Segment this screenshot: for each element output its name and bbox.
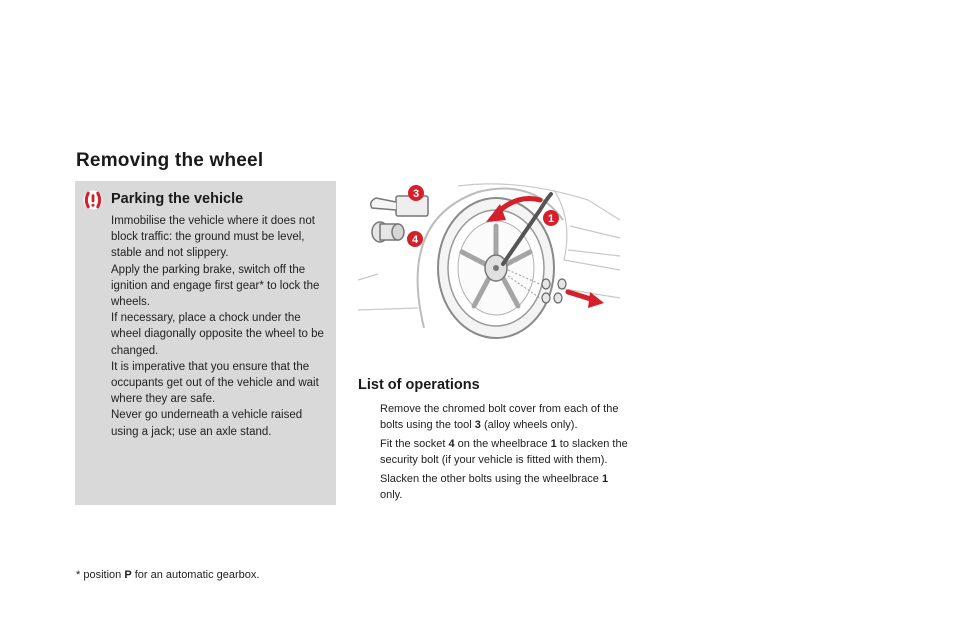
warning-exclamation-icon bbox=[83, 190, 103, 210]
warning-box bbox=[75, 181, 336, 505]
callout-4 bbox=[407, 231, 423, 247]
list-item: Remove the chromed bolt cover from each of the bolts using the tool 3 (alloy wheels only). bbox=[380, 403, 619, 432]
callout-4-label: 4 bbox=[411, 234, 419, 246]
operations-list bbox=[358, 401, 628, 505]
wheel-removal-illustration bbox=[358, 180, 622, 340]
warning-body bbox=[111, 213, 329, 440]
warning-paragraph: It is imperative that you ensure that the occupants get out of the vehicle and wait where they are safe. bbox=[111, 360, 319, 406]
page-title: Removing the wheel bbox=[76, 150, 264, 171]
list-item: Slacken the other bolts using the wheelbrace 1 only. bbox=[380, 472, 609, 502]
warning-paragraph: Immobilise the vehicle where it does not block traffic: the ground must be level, stable and not slippery. bbox=[111, 215, 315, 260]
list-item: Fit the socket 4 on the wheelbrace 1 to slacken the security bolt (if your vehicle is fitted with them). bbox=[380, 437, 628, 467]
operations-heading: List of operations bbox=[358, 377, 480, 393]
footnote: * position P for an automatic gearbox. bbox=[76, 569, 260, 581]
callout-3 bbox=[408, 185, 424, 201]
socket-tool bbox=[372, 222, 404, 242]
callout-3-label: 3 bbox=[412, 188, 420, 200]
warning-paragraph: Never go underneath a vehicle raised using a jack; use an axle stand. bbox=[111, 409, 303, 438]
warning-paragraph: Apply the parking brake, switch off the ignition and engage first gear* to lock the wheels. bbox=[111, 263, 320, 309]
warning-heading: Parking the vehicle bbox=[111, 191, 244, 207]
callout-1-label: 1 bbox=[547, 213, 555, 225]
warning-paragraph: If necessary, place a chock under the wheel diagonally opposite the wheel to be changed. bbox=[111, 312, 324, 357]
callout-1 bbox=[543, 210, 559, 226]
